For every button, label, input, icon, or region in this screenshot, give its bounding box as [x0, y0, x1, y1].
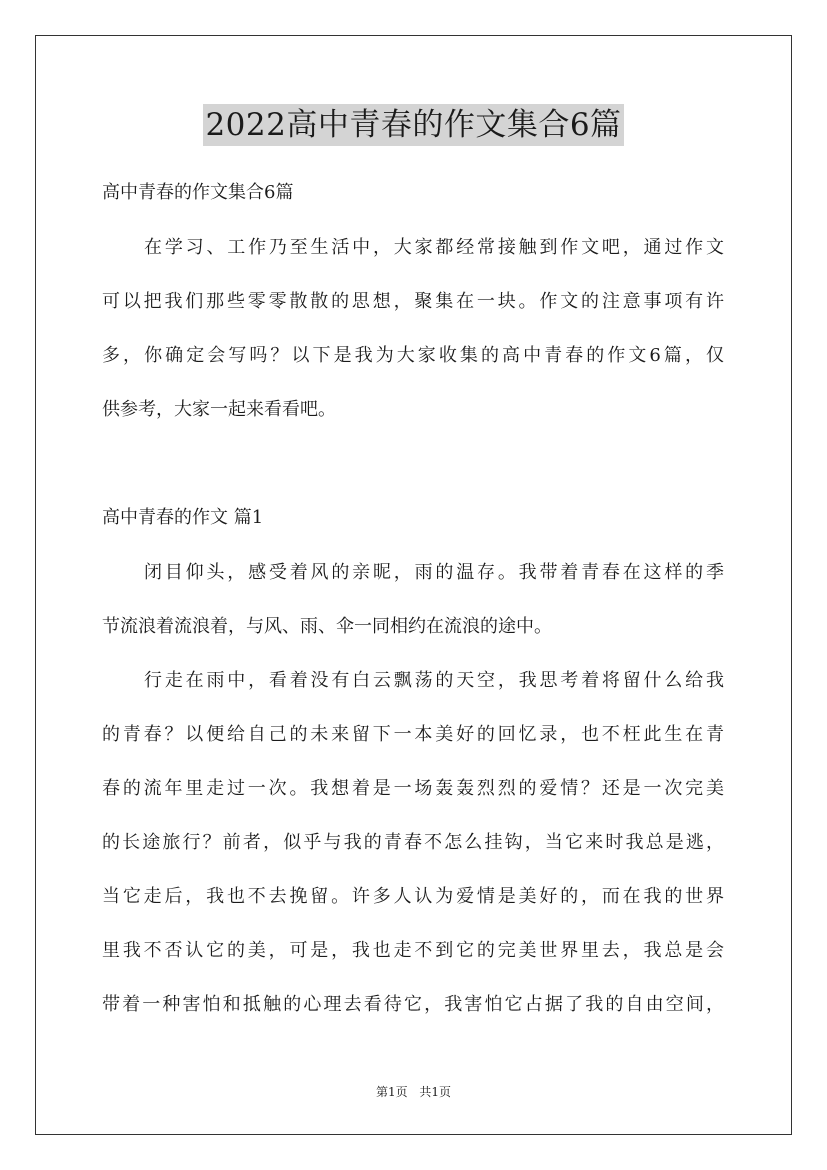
intro-heading: 高中青春的作文集合6篇 — [102, 182, 294, 203]
page-total: 共1页 — [419, 1085, 452, 1099]
paragraph-line: 行走在雨中，看着没有白云飘荡的天空，我思考着将留什么给我 — [144, 670, 724, 691]
paragraph-line: 节流浪着流浪着，与风、雨、伞一同相约在流浪的途中。 — [102, 616, 552, 637]
paragraph-line: 的长途旅行？前者，似乎与我的青春不怎么挂钩，当它来时我总是逃， — [102, 832, 724, 853]
paragraph-line: 当它走后，我也不去挽留。许多人认为爱情是美好的，而在我的世界 — [102, 886, 724, 907]
paragraph-line: 带着一种害怕和抵触的心理去看待它，我害怕它占据了我的自由空间， — [102, 994, 724, 1015]
paragraph-line: 春的流年里走过一次。我想着是一场轰轰烈烈的爱情？还是一次完美 — [102, 778, 724, 799]
paragraph-line: 供参考，大家一起来看看吧。 — [102, 399, 336, 420]
paragraph-line: 闭目仰头，感受着风的亲昵，雨的温存。我带着青春在这样的季 — [144, 562, 724, 583]
page-footer — [0, 1084, 827, 1100]
paragraph-line: 可以把我们那些零零散散的思想，聚集在一块。作文的注意事项有许 — [102, 291, 724, 312]
paragraph-line: 多，你确定会写吗？以下是我为大家收集的高中青春的作文6篇，仅 — [102, 345, 724, 366]
section-heading: 高中青春的作文 篇1 — [102, 507, 264, 528]
document-title: 2022高中青春的作文集合6篇 — [203, 104, 623, 146]
paragraph-line: 里我不否认它的美，可是，我也走不到它的完美世界里去，我总是会 — [102, 940, 724, 961]
paragraph-line: 在学习、工作乃至生活中，大家都经常接触到作文吧，通过作文 — [144, 237, 724, 258]
document-title-container — [0, 104, 827, 146]
paragraph-line: 的青春？以便给自己的未来留下一本美好的回忆录，也不枉此生在青 — [102, 724, 724, 745]
page-number: 第1页 — [375, 1085, 408, 1099]
